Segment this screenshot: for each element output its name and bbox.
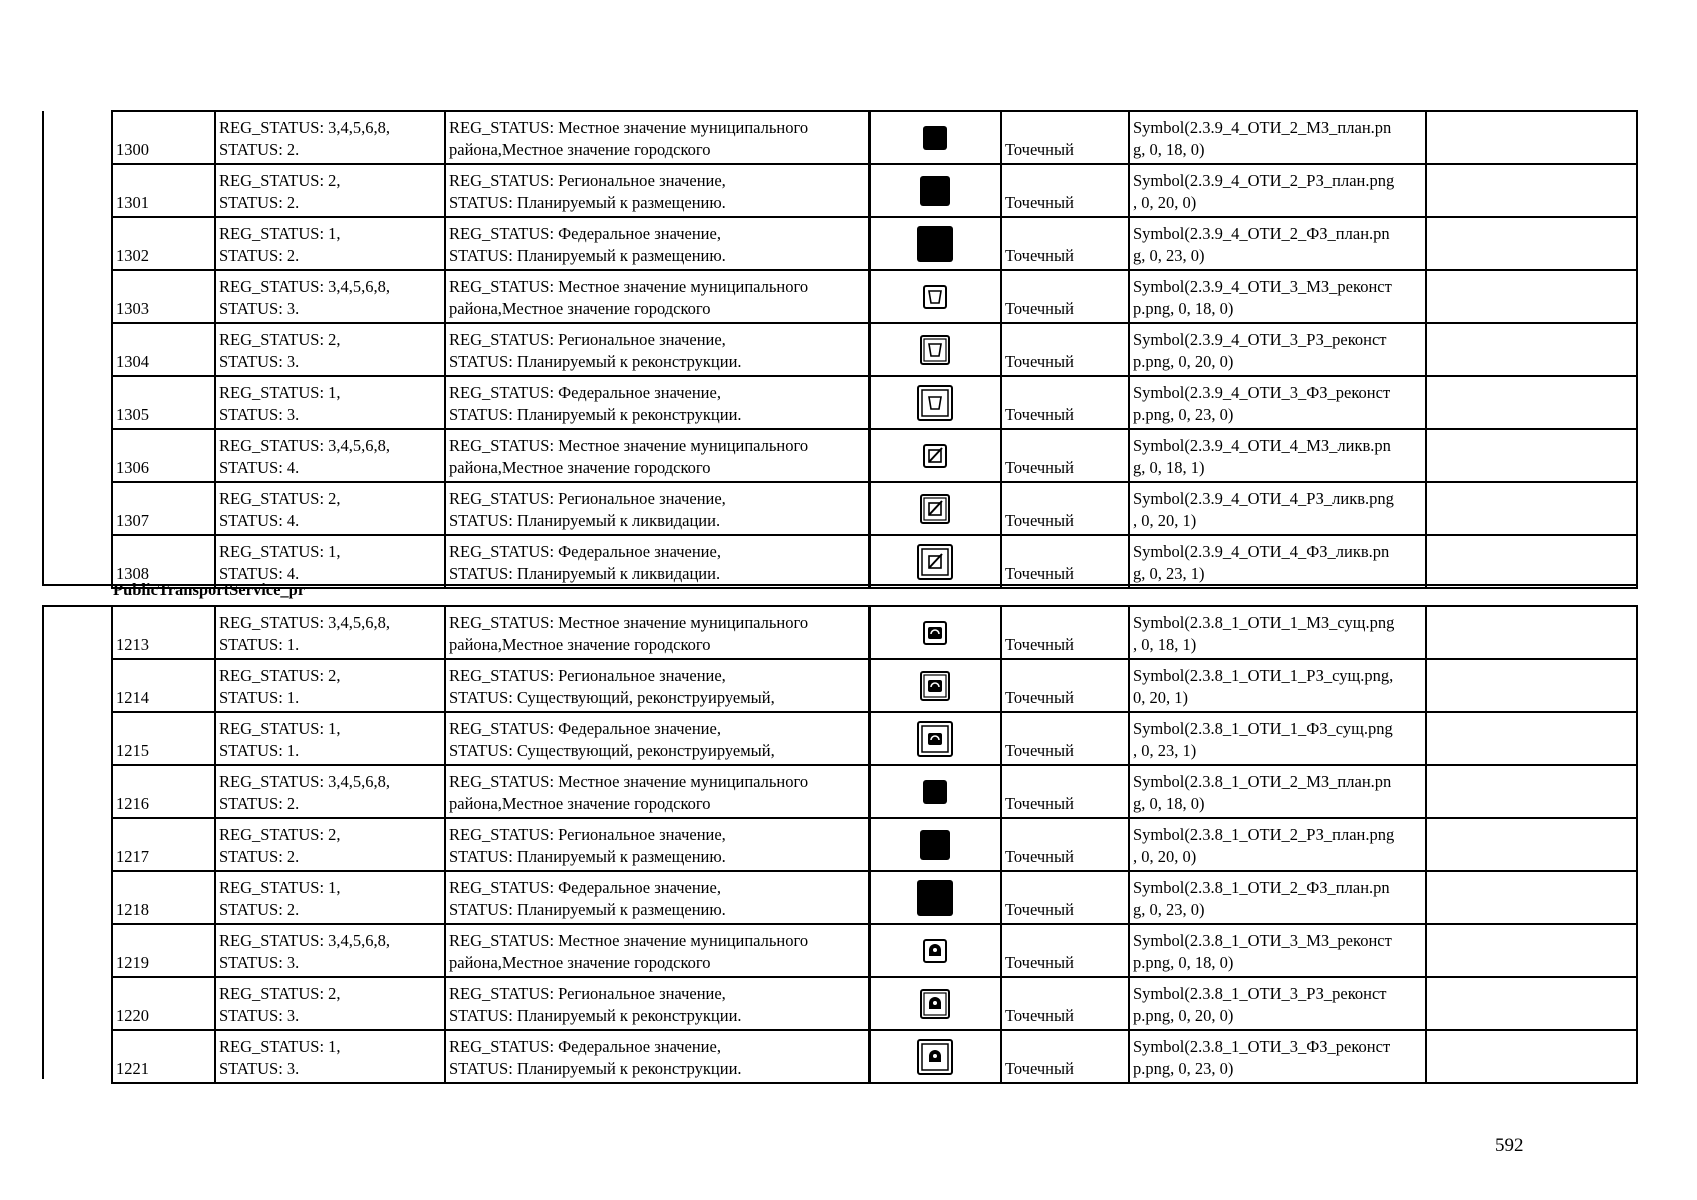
- filter-line: REG_STATUS: 1,: [219, 719, 341, 738]
- row-id: 1218: [112, 871, 215, 924]
- empty-cell: [1426, 482, 1637, 535]
- symbol-line: р.png, 0, 23, 0): [1133, 1059, 1234, 1078]
- table-row: [112, 765, 1637, 818]
- bus-square-small-icon: [922, 621, 948, 640]
- filter-line: REG_STATUS: 3,4,5,6,8,: [219, 118, 391, 137]
- symbol-preview-cell: [869, 111, 1001, 164]
- symbol-preview-cell: [869, 535, 1001, 588]
- description-line: STATUS: Планируемый к размещению.: [449, 246, 726, 265]
- description-cell: [445, 1030, 869, 1083]
- symbol-preview-cell: [869, 977, 1001, 1030]
- symbol-expression-cell: [1129, 606, 1426, 659]
- symbol-preview-cell: [869, 164, 1001, 217]
- row-id: 1221: [112, 1030, 215, 1083]
- symbol-line: р.png, 0, 20, 0): [1133, 352, 1234, 371]
- filter-line: STATUS: 2.: [219, 794, 300, 813]
- description-cell: [445, 818, 869, 871]
- symbol-preview-cell: [869, 482, 1001, 535]
- empty-cell: [1426, 323, 1637, 376]
- geometry-type-cell: Точечный: [1001, 818, 1129, 871]
- empty-cell: [1426, 270, 1637, 323]
- filter-cell: [215, 977, 445, 1030]
- filter-line: REG_STATUS: 2,: [219, 666, 341, 685]
- filled-square-medium-icon: [919, 179, 951, 198]
- symbol-expression-cell: [1129, 376, 1426, 429]
- table-row: [112, 871, 1637, 924]
- filter-cell: [215, 818, 445, 871]
- filter-line: REG_STATUS: 3,4,5,6,8,: [219, 277, 391, 296]
- filter-cell: [215, 164, 445, 217]
- symbol-preview-cell: [869, 1030, 1001, 1083]
- row-id: 1214: [112, 659, 215, 712]
- table-row: [112, 323, 1637, 376]
- geometry-type-cell: Точечный: [1001, 323, 1129, 376]
- symbol-expression-cell: [1129, 270, 1426, 323]
- symbol-line: Symbol(2.3.9_4_ОТИ_3_ФЗ_реконст: [1133, 383, 1391, 402]
- symbol-expression-cell: [1129, 429, 1426, 482]
- description-line: района,Местное значение городского: [449, 458, 711, 477]
- cup-square-medium-icon: [919, 338, 951, 357]
- filter-cell: [215, 871, 445, 924]
- table-row: [112, 977, 1637, 1030]
- description-line: REG_STATUS: Местное значение муниципального: [449, 277, 809, 296]
- filter-line: STATUS: 2.: [219, 140, 300, 159]
- symbol-line: Symbol(2.3.9_4_ОТИ_2_РЗ_план.png: [1133, 171, 1395, 190]
- description-line: REG_STATUS: Федеральное значение,: [449, 383, 721, 402]
- description-line: района,Местное значение городского: [449, 299, 711, 318]
- filter-line: REG_STATUS: 3,4,5,6,8,: [219, 931, 391, 950]
- description-cell: [445, 659, 869, 712]
- empty-cell: [1426, 164, 1637, 217]
- description-line: STATUS: Планируемый к размещению.: [449, 193, 726, 212]
- description-line: STATUS: Планируемый к ликвидации.: [449, 511, 721, 530]
- geometry-type-cell: Точечный: [1001, 482, 1129, 535]
- description-line: района,Местное значение городского: [449, 953, 711, 972]
- description-cell: [445, 535, 869, 588]
- description-cell: [445, 376, 869, 429]
- description-cell: [445, 429, 869, 482]
- bus-outline-medium-icon: [919, 992, 951, 1011]
- filter-line: STATUS: 3.: [219, 299, 300, 318]
- symbol-line: Symbol(2.3.8_1_ОТИ_3_МЗ_реконст: [1133, 931, 1392, 950]
- description-line: REG_STATUS: Федеральное значение,: [449, 719, 721, 738]
- filter-cell: [215, 606, 445, 659]
- section2-table: [111, 605, 1638, 1084]
- description-line: STATUS: Планируемый к реконструкции.: [449, 1059, 742, 1078]
- row-id: 1307: [112, 482, 215, 535]
- symbol-line: g, 0, 23, 0): [1133, 246, 1205, 265]
- symbol-line: Symbol(2.3.9_4_ОТИ_3_РЗ_реконст: [1133, 330, 1387, 349]
- filter-line: REG_STATUS: 3,4,5,6,8,: [219, 436, 391, 455]
- section1-table: [111, 110, 1638, 589]
- description-line: STATUS: Существующий, реконструируемый,: [449, 688, 775, 707]
- description-line: STATUS: Планируемый к размещению.: [449, 900, 726, 919]
- section1-margin-bar: [42, 111, 44, 585]
- bus-square-large-icon: [916, 727, 954, 746]
- symbol-line: р.png, 0, 18, 0): [1133, 299, 1234, 318]
- row-id: 1301: [112, 164, 215, 217]
- symbol-line: Symbol(2.3.8_1_ОТИ_2_РЗ_план.png: [1133, 825, 1395, 844]
- description-cell: [445, 164, 869, 217]
- cup-square-small-icon: [922, 285, 948, 304]
- description-line: STATUS: Планируемый к реконструкции.: [449, 1006, 742, 1025]
- description-line: REG_STATUS: Федеральное значение,: [449, 224, 721, 243]
- row-id: 1305: [112, 376, 215, 429]
- description-line: REG_STATUS: Региональное значение,: [449, 330, 726, 349]
- symbol-line: Symbol(2.3.8_1_ОТИ_1_МЗ_сущ.png: [1133, 613, 1395, 632]
- description-cell: [445, 977, 869, 1030]
- symbol-line: , 0, 20, 0): [1133, 847, 1197, 866]
- filter-line: REG_STATUS: 1,: [219, 878, 341, 897]
- table-row: [112, 1030, 1637, 1083]
- table-row: [112, 482, 1637, 535]
- symbol-line: g, 0, 18, 0): [1133, 140, 1205, 159]
- description-line: района,Местное значение городского: [449, 635, 711, 654]
- symbol-line: Symbol(2.3.8_1_ОТИ_1_РЗ_сущ.png,: [1133, 666, 1394, 685]
- filter-line: STATUS: 3.: [219, 405, 300, 424]
- symbol-line: Symbol(2.3.9_4_ОТИ_2_ФЗ_план.pn: [1133, 224, 1390, 243]
- symbol-preview-cell: [869, 712, 1001, 765]
- description-line: REG_STATUS: Местное значение муниципального: [449, 772, 809, 791]
- description-cell: [445, 712, 869, 765]
- filter-line: REG_STATUS: 1,: [219, 542, 341, 561]
- empty-cell: [1426, 606, 1637, 659]
- geometry-type-cell: Точечный: [1001, 429, 1129, 482]
- description-cell: [445, 111, 869, 164]
- geometry-type-cell: Точечный: [1001, 659, 1129, 712]
- geometry-type-cell: Точечный: [1001, 977, 1129, 1030]
- geometry-type-cell: Точечный: [1001, 1030, 1129, 1083]
- symbol-preview-cell: [869, 818, 1001, 871]
- filter-line: STATUS: 3.: [219, 352, 300, 371]
- empty-cell: [1426, 659, 1637, 712]
- geometry-type-cell: Точечный: [1001, 164, 1129, 217]
- empty-cell: [1426, 429, 1637, 482]
- description-line: STATUS: Планируемый к ликвидации.: [449, 564, 721, 583]
- page-number: 592: [1495, 1135, 1524, 1156]
- symbol-line: , 0, 23, 1): [1133, 741, 1197, 760]
- filter-cell: [215, 712, 445, 765]
- symbol-expression-cell: [1129, 323, 1426, 376]
- filter-cell: [215, 323, 445, 376]
- description-line: REG_STATUS: Региональное значение,: [449, 825, 726, 844]
- symbol-line: Symbol(2.3.8_1_ОТИ_2_МЗ_план.pn: [1133, 772, 1392, 791]
- empty-cell: [1426, 217, 1637, 270]
- symbol-preview-cell: [869, 217, 1001, 270]
- geometry-type-cell: Точечный: [1001, 270, 1129, 323]
- table-row: [112, 164, 1637, 217]
- filter-line: STATUS: 3.: [219, 1059, 300, 1078]
- empty-cell: [1426, 111, 1637, 164]
- symbol-line: Symbol(2.3.8_1_ОТИ_3_РЗ_реконст: [1133, 984, 1387, 1003]
- symbol-line: , 0, 20, 0): [1133, 193, 1197, 212]
- geometry-type-cell: Точечный: [1001, 217, 1129, 270]
- symbol-preview-cell: [869, 924, 1001, 977]
- description-line: REG_STATUS: Местное значение муниципального: [449, 931, 809, 950]
- filter-line: STATUS: 3.: [219, 1006, 300, 1025]
- symbol-expression-cell: [1129, 712, 1426, 765]
- symbol-expression-cell: [1129, 659, 1426, 712]
- empty-cell: [1426, 924, 1637, 977]
- description-line: STATUS: Планируемый к размещению.: [449, 847, 726, 866]
- row-id: 1306: [112, 429, 215, 482]
- symbol-line: Symbol(2.3.9_4_ОТИ_3_МЗ_реконст: [1133, 277, 1392, 296]
- filter-line: STATUS: 2.: [219, 900, 300, 919]
- symbol-line: Symbol(2.3.9_4_ОТИ_4_МЗ_ликв.pn: [1133, 436, 1391, 455]
- symbol-preview-cell: [869, 606, 1001, 659]
- row-id: 1220: [112, 977, 215, 1030]
- filter-line: REG_STATUS: 3,4,5,6,8,: [219, 772, 391, 791]
- row-id: 1303: [112, 270, 215, 323]
- filter-cell: [215, 924, 445, 977]
- symbol-expression-cell: [1129, 924, 1426, 977]
- symbol-line: , 0, 18, 1): [1133, 635, 1197, 654]
- symbol-expression-cell: [1129, 1030, 1426, 1083]
- filter-line: REG_STATUS: 2,: [219, 330, 341, 349]
- crossed-square-medium-icon: [919, 497, 951, 516]
- filter-line: STATUS: 4.: [219, 458, 300, 477]
- description-cell: [445, 871, 869, 924]
- empty-cell: [1426, 818, 1637, 871]
- description-cell: [445, 606, 869, 659]
- symbol-preview-cell: [869, 765, 1001, 818]
- symbol-line: р.png, 0, 18, 0): [1133, 953, 1234, 972]
- filter-line: REG_STATUS: 2,: [219, 489, 341, 508]
- filter-cell: [215, 111, 445, 164]
- filter-line: REG_STATUS: 1,: [219, 383, 341, 402]
- filter-cell: [215, 376, 445, 429]
- description-cell: [445, 270, 869, 323]
- description-cell: [445, 217, 869, 270]
- symbol-preview-cell: [869, 429, 1001, 482]
- description-line: REG_STATUS: Федеральное значение,: [449, 878, 721, 897]
- description-cell: [445, 924, 869, 977]
- table-row: [112, 659, 1637, 712]
- description-line: REG_STATUS: Региональное значение,: [449, 171, 726, 190]
- filter-line: STATUS: 1.: [219, 635, 300, 654]
- symbol-line: 0, 20, 1): [1133, 688, 1188, 707]
- section2-margin-bar: [42, 605, 44, 1079]
- empty-cell: [1426, 535, 1637, 588]
- filled-square-small-icon: [922, 126, 948, 145]
- filter-cell: [215, 270, 445, 323]
- filter-line: STATUS: 1.: [219, 741, 300, 760]
- filter-line: REG_STATUS: 2,: [219, 984, 341, 1003]
- symbol-line: g, 0, 18, 0): [1133, 794, 1205, 813]
- bus-outline-small-icon: [922, 939, 948, 958]
- description-line: REG_STATUS: Федеральное значение,: [449, 1037, 721, 1056]
- description-line: REG_STATUS: Региональное значение,: [449, 984, 726, 1003]
- description-line: REG_STATUS: Местное значение муниципального: [449, 118, 809, 137]
- symbol-expression-cell: [1129, 482, 1426, 535]
- table-row: [112, 111, 1637, 164]
- filled-square-small-icon: [922, 780, 948, 799]
- row-id: 1300: [112, 111, 215, 164]
- description-cell: [445, 765, 869, 818]
- empty-cell: [1426, 871, 1637, 924]
- symbol-line: Symbol(2.3.8_1_ОТИ_3_ФЗ_реконст: [1133, 1037, 1391, 1056]
- filter-line: REG_STATUS: 2,: [219, 171, 341, 190]
- symbol-expression-cell: [1129, 164, 1426, 217]
- symbol-line: g, 0, 18, 1): [1133, 458, 1205, 477]
- description-cell: [445, 482, 869, 535]
- description-line: REG_STATUS: Местное значение муниципального: [449, 613, 809, 632]
- geometry-type-cell: Точечный: [1001, 924, 1129, 977]
- symbol-line: g, 0, 23, 0): [1133, 900, 1205, 919]
- symbol-line: g, 0, 23, 1): [1133, 564, 1205, 583]
- geometry-type-cell: Точечный: [1001, 871, 1129, 924]
- bus-outline-large-icon: [916, 1045, 954, 1064]
- table-row: [112, 217, 1637, 270]
- symbol-line: Symbol(2.3.9_4_ОТИ_2_МЗ_план.pn: [1133, 118, 1392, 137]
- filter-line: REG_STATUS: 3,4,5,6,8,: [219, 613, 391, 632]
- bus-square-medium-icon: [919, 674, 951, 693]
- filled-square-large-icon: [916, 232, 954, 251]
- row-id: 1219: [112, 924, 215, 977]
- row-id: 1215: [112, 712, 215, 765]
- empty-cell: [1426, 1030, 1637, 1083]
- empty-cell: [1426, 712, 1637, 765]
- table-row: [112, 818, 1637, 871]
- filter-line: STATUS: 4.: [219, 511, 300, 530]
- row-id: 1302: [112, 217, 215, 270]
- filter-cell: [215, 1030, 445, 1083]
- description-line: района,Местное значение городского: [449, 140, 711, 159]
- table-row: [112, 429, 1637, 482]
- description-line: REG_STATUS: Федеральное значение,: [449, 542, 721, 561]
- symbol-line: Symbol(2.3.8_1_ОТИ_2_ФЗ_план.pn: [1133, 878, 1390, 897]
- symbol-preview-cell: [869, 270, 1001, 323]
- description-line: района,Местное значение городского: [449, 794, 711, 813]
- filter-cell: [215, 217, 445, 270]
- symbol-line: р.png, 0, 23, 0): [1133, 405, 1234, 424]
- cup-square-large-icon: [916, 391, 954, 410]
- empty-cell: [1426, 376, 1637, 429]
- symbol-expression-cell: [1129, 217, 1426, 270]
- filter-cell: [215, 659, 445, 712]
- row-id: 1308: [112, 535, 215, 588]
- symbol-expression-cell: [1129, 535, 1426, 588]
- symbol-line: , 0, 20, 1): [1133, 511, 1197, 530]
- description-line: STATUS: Существующий, реконструируемый,: [449, 741, 775, 760]
- row-id: 1213: [112, 606, 215, 659]
- filter-line: REG_STATUS: 1,: [219, 1037, 341, 1056]
- description-line: STATUS: Планируемый к реконструкции.: [449, 352, 742, 371]
- symbol-preview-cell: [869, 871, 1001, 924]
- symbol-line: Symbol(2.3.9_4_ОТИ_4_РЗ_ликв.png: [1133, 489, 1394, 508]
- symbol-expression-cell: [1129, 765, 1426, 818]
- table-row: [112, 606, 1637, 659]
- geometry-type-cell: Точечный: [1001, 712, 1129, 765]
- filter-cell: [215, 765, 445, 818]
- symbol-line: Symbol(2.3.9_4_ОТИ_4_ФЗ_ликв.pn: [1133, 542, 1390, 561]
- empty-cell: [1426, 977, 1637, 1030]
- symbol-line: р.png, 0, 20, 0): [1133, 1006, 1234, 1025]
- filled-square-large-icon: [916, 886, 954, 905]
- symbol-preview-cell: [869, 659, 1001, 712]
- filter-line: STATUS: 2.: [219, 246, 300, 265]
- geometry-type-cell: Точечный: [1001, 535, 1129, 588]
- filter-cell: [215, 482, 445, 535]
- filter-line: STATUS: 3.: [219, 953, 300, 972]
- filter-line: REG_STATUS: 1,: [219, 224, 341, 243]
- symbol-expression-cell: [1129, 871, 1426, 924]
- symbol-expression-cell: [1129, 111, 1426, 164]
- description-line: REG_STATUS: Местное значение муниципального: [449, 436, 809, 455]
- description-line: REG_STATUS: Региональное значение,: [449, 489, 726, 508]
- symbol-expression-cell: [1129, 977, 1426, 1030]
- row-id: 1304: [112, 323, 215, 376]
- geometry-type-cell: Точечный: [1001, 376, 1129, 429]
- description-cell: [445, 323, 869, 376]
- geometry-type-cell: Точечный: [1001, 765, 1129, 818]
- symbol-preview-cell: [869, 323, 1001, 376]
- geometry-type-cell: Точечный: [1001, 606, 1129, 659]
- table-row: [112, 924, 1637, 977]
- symbol-preview-cell: [869, 376, 1001, 429]
- filled-square-medium-icon: [919, 833, 951, 852]
- crossed-square-large-icon: [916, 550, 954, 569]
- table-row: [112, 712, 1637, 765]
- crossed-square-small-icon: [922, 444, 948, 463]
- row-id: 1216: [112, 765, 215, 818]
- table-row: [112, 270, 1637, 323]
- filter-cell: [215, 429, 445, 482]
- filter-line: STATUS: 2.: [219, 847, 300, 866]
- symbol-expression-cell: [1129, 818, 1426, 871]
- symbol-line: Symbol(2.3.8_1_ОТИ_1_ФЗ_сущ.png: [1133, 719, 1393, 738]
- description-line: REG_STATUS: Региональное значение,: [449, 666, 726, 685]
- filter-line: STATUS: 4.: [219, 564, 300, 583]
- row-id: 1217: [112, 818, 215, 871]
- empty-cell: [1426, 765, 1637, 818]
- description-line: STATUS: Планируемый к реконструкции.: [449, 405, 742, 424]
- group-title: PublicTransportService_pr: [113, 580, 306, 599]
- filter-line: REG_STATUS: 2,: [219, 825, 341, 844]
- table-row: [112, 376, 1637, 429]
- filter-line: STATUS: 1.: [219, 688, 300, 707]
- table-row: [112, 535, 1637, 588]
- filter-line: STATUS: 2.: [219, 193, 300, 212]
- geometry-type-cell: Точечный: [1001, 111, 1129, 164]
